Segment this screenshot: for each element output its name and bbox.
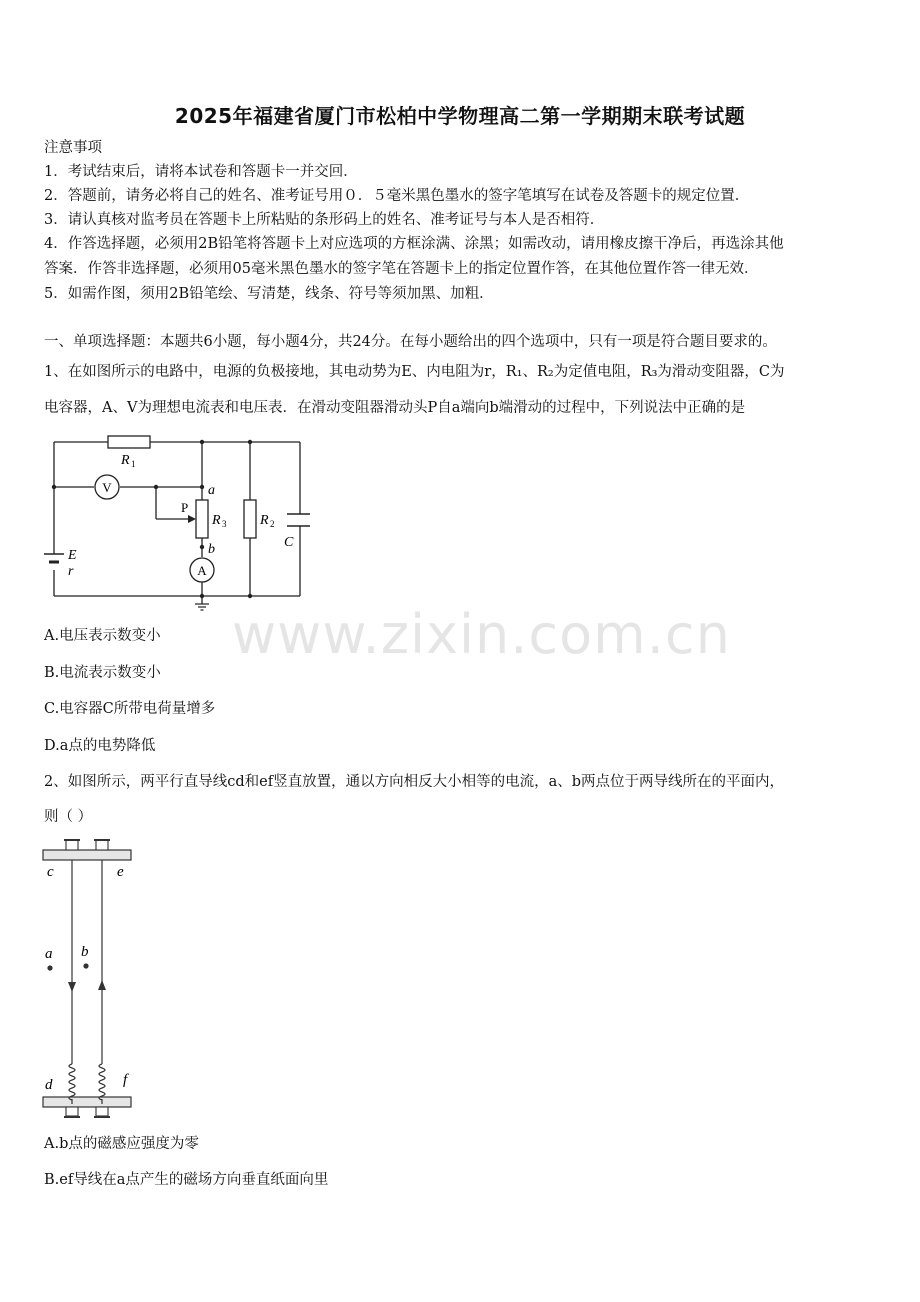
notice-item: 2．答题前，请务必将自己的姓名、准考证号用０．５毫米黑色墨水的签字笔填写在试卷及答题卡的规定位置． bbox=[44, 188, 750, 204]
label-e: e bbox=[117, 864, 124, 880]
point-a-label: a bbox=[208, 483, 215, 498]
q1-option-c: C.电容器C所带电荷量增多 bbox=[44, 701, 216, 717]
capacitor-label: C bbox=[284, 535, 294, 550]
watermark: www.zixin.com.cn bbox=[232, 603, 731, 666]
r1-subscript: 1 bbox=[131, 459, 136, 469]
notice-item: 答案．作答非选择题，必须用05毫米黑色墨水的签字笔在答题卡上的指定位置作答，在其他位置作答一律无效． bbox=[44, 261, 759, 277]
label-a: a bbox=[45, 946, 53, 962]
r3-subscript: 3 bbox=[222, 519, 227, 529]
q2-option-b: B.ef导线在a点产生的磁场方向垂直纸面向里 bbox=[44, 1172, 329, 1188]
ammeter-label: A bbox=[197, 563, 207, 578]
section-heading: 一、单项选择题：本题共6小题，每小题4分，共24分。在每小题给出的四个选项中，只有一项是符合题目要求的。 bbox=[44, 334, 777, 350]
r2-subscript: 2 bbox=[270, 519, 275, 529]
notice-item: 3．请认真核对监考员在答题卡上所粘贴的条形码上的姓名、准考证号与本人是否相符． bbox=[44, 212, 605, 228]
voltmeter-label: V bbox=[102, 480, 112, 495]
page-title: 2025年福建省厦门市松柏中学物理高二第一学期期末联考试题 bbox=[174, 104, 746, 128]
q1-option-a: A.电压表示数变小 bbox=[44, 628, 161, 644]
q1-option-b: B.电流表示数变小 bbox=[44, 665, 161, 681]
notice-item: 4．作答选择题，必须用2B铅笔将答题卡上对应选项的方框涂满、涂黑；如需改动，请用橡皮擦干净后，再选涂其他 bbox=[44, 236, 784, 252]
label-b: b bbox=[81, 944, 89, 960]
r2-label: R bbox=[260, 513, 269, 528]
notice-item: 1．考试结束后，请将本试卷和答题卡一并交回． bbox=[44, 164, 358, 180]
question-1-text: 1、在如图所示的电路中，电源的负极接地，其电动势为E、内电阻为r，R₁、R₂为定值电阻，R₃为滑动变阻器，C为 bbox=[44, 364, 785, 380]
r3-label: R bbox=[212, 513, 221, 528]
question-1-text: 电容器，A、V为理想电流表和电压表．在滑动变阻器滑动头P自a端向b端滑动的过程中，下列说法中正确的是 bbox=[44, 400, 746, 416]
r1-label: R bbox=[121, 453, 130, 468]
emf-label: E bbox=[68, 548, 77, 563]
question-2-text: 2、如图所示，两平行直导线cd和ef竖直放置，通以方向相反大小相等的电流，a、b两点位于两导线所在的平面内， bbox=[44, 774, 784, 790]
internal-resistance-label: r bbox=[68, 564, 74, 579]
point-b-label: b bbox=[208, 542, 215, 557]
label-c: c bbox=[47, 864, 54, 880]
label-d: d bbox=[45, 1077, 53, 1093]
label-f: f bbox=[123, 1072, 128, 1088]
notice-heading: 注意事项 bbox=[44, 140, 102, 156]
parallel-wires-diagram bbox=[40, 834, 140, 1124]
q1-option-d: D.a点的电势降低 bbox=[44, 738, 156, 754]
circuit-diagram bbox=[40, 432, 310, 617]
question-2-text: 则（ ） bbox=[44, 809, 93, 825]
notice-item: 5．如需作图，须用2B铅笔绘、写清楚，线条、符号等须加黑、加粗． bbox=[44, 286, 494, 302]
q2-option-a: A.b点的磁感应强度为零 bbox=[44, 1136, 199, 1152]
slider-p-label: P bbox=[181, 500, 189, 515]
